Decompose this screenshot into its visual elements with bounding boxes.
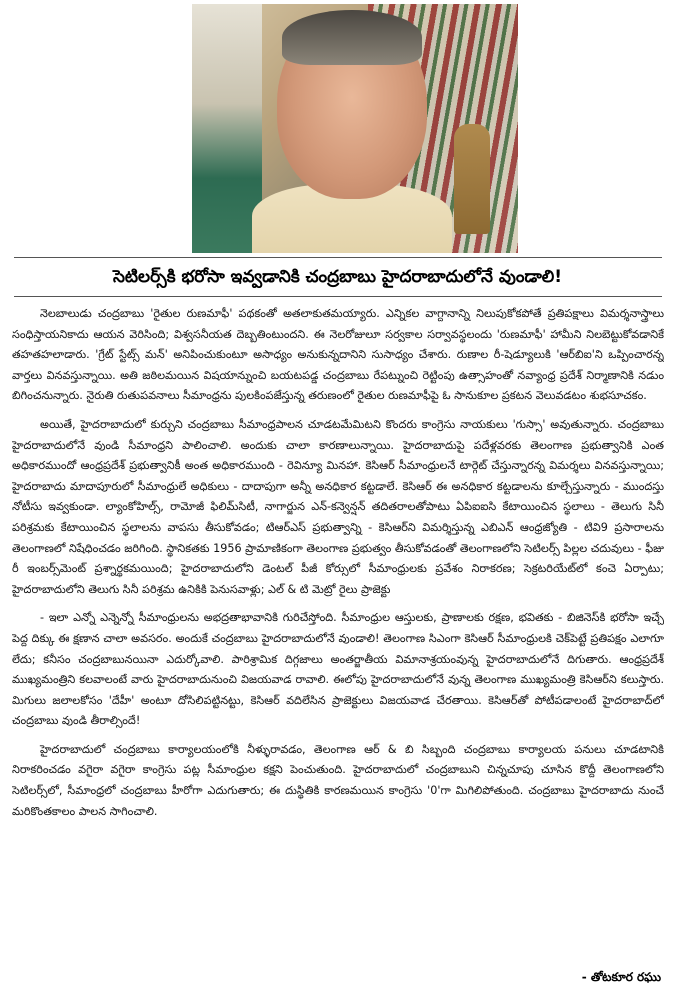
headline-rule-bottom bbox=[14, 296, 662, 297]
article-paragraph: నెలబాలుడు చంద్రబాబు 'రైతుల రుణమాఫీ' పథకంతో అతలాకుతమయ్యారు. ఎన్నికల వాగ్దానాన్ని నిలుపుకోకపోతే ప్రతిపక్షాలు విమర్శనాస్త్రాలు సంధిస్తాయనికాదు ఆయన వెరిసింది; విశ్వసనీయత దెబ్బతింటుందని. ఈ నెలరోజులూ సర్వకాల సర్వావస్థలందు 'రుణమాఫీ' హామీని నిలబెట్టుకోవడానికే తహతహలాడారు. 'గ్రేట్ స్టేట్స్ మన్' అనిపించుకుంటూ అసాధ్యం అనుకున్నదానిని సుసాధ్యం చేశారు. రుణాల రీ-షెడ్యూలుకి 'ఆర్‌బిఐ'ని ఒప్పించారన్న వార్తలు వినవస్తున్నాయి. అతి జఠిలమయిన విషయాన్నుంచి బయటపడ్డ చంద్రబాబు రేపట్నుంచి రెట్టింపు ఉత్సాహంతో నవ్యాంధ్ర ప్రదేశ్ నిర్మాణానికి నడుం బిగించనున్నారు. నైరుతి రుతుపవనాలు సీమాంధ్రను పులకింపజేస్తున్న తరుణంలో రైతుల రుణమాఫీపై ఓ సానుకూల ప్రకటన వెలువడటం శుభసూచకం. bbox=[12, 307, 664, 403]
headline-rule-top bbox=[14, 257, 662, 258]
photo-background-policeman bbox=[454, 124, 490, 234]
article-body bbox=[12, 304, 664, 969]
article-paragraph: అయితే, హైదరాబాదులో కుర్చుని చంద్రబాబు సీమాంధ్రపాలన చూడటమేమిటని కొందరు కాంగ్రెసు నాయకులు 'గుస్సా' అవుతున్నారు. చంద్రబాబు హైదరాబాదులోనే వుండి సీమాంధ్రని పాలించాలి. అందుకు చాలా కారణాలున్నాయి. హైదరాబాదుపై పదేళ్లవరకు తెలంగాణ ప్రభుత్వానికి ఎంత అధికారముందో ఆంధ్రప్రదేశ్ ప్రభుత్వానికీ అంత అధికారముంది - రెవిన్యూ మినహా. కెసిఆర్ సీమాంధ్రులనే టార్గెట్ చేస్తున్నారన్న విమర్శలు వినవస్తున్నాయి; హైదరాబాదు మాదాపూరులో సీమాంధ్రులే అధికులు - దాదాపుగా అన్నీ అనధికార కట్టడాలే. కెసిఆర్ ఈ అనధికార కట్టడాలను కూల్చేస్తున్నారు - ముందస్తు నోటీసు ఇవ్వకుండా. ల్యాంకోహిల్స్, రామోజీ ఫిలిమ్‌సిటీ, నాగార్జున ఎన్-కన్వెన్షన్ తదితరాలతోపాటు ఏపిఐఐసి కేటాయించిన స్థలాలు - తెలుగు సినీ పరిశ్రమకు కేటాయించిన స్థలాలను వాపసు తీసుకోవడం; టిఆర్ఎస్ ప్రభుత్వాన్ని - కెసిఆర్‌ని విమర్శిస్తున్న ఎబిఎన్ ఆంధ్రజ్యోతి - టివి9 ప్రసారాలను తెలంగాణలో నిషేధించడం జరిగింది. స్థానికతకు 1956 ప్రామాణికంగా తెలంగాణ ప్రభుత్వం తీసుకోవడంతో తెలంగాణలోని సెటిలర్స్ పిల్లల చదువులు - ఫీజు రీ ఇంబర్స్‌మెంట్ ప్రశ్నార్థకమయింది; హైదరాబాదులోని డెంటల్ పీజీ కోర్సులో సీమాంధ్రులకు ప్రవేశం నిరాకరణ; సెక్రటరియేట్‌లో కంచె ఏర్పాటు; హైదరాబాదులోని తెలుగు సినీ పరిశ్రమ ఉనికికి పెనుసవాళ్లు; ఎల్ & టి మెట్రో రైలు ప్రాజెక్టు bbox=[12, 417, 664, 596]
article-paragraph: - ఇలా ఎన్నో ఎన్నెన్నో సీమాంధ్రులను అభద్రతాభావానికి గురిచేస్తోంది. సీమాంధ్రుల ఆస్తులకు, ప్రాణాలకు రక్షణ, భవితకు - బిజినెస్‌కి భరోసా ఇచ్చే పెద్ద దిక్కు ఈ క్షణాన చాలా అవసరం. అందుకే చంద్రబాబు హైదరాబాదులోనే వుండాలి! తెలంగాణ సిఎంగా కెసిఆర్ సీమాంధ్రులకి చెక్‌పెట్టే ప్రతిపక్షం ఎలాగూ లేదు; కనీసం చంద్రబాబునయినా ఎదుర్కోవాలి. పారిశ్రామిక దిగ్గజాలు అంతర్జాతీయ విమానాశ్రయంవున్న హైదరాబాదులోనే దిగుతారు. ఆంధ్రప్రదేశ్ ముఖ్యమంత్రిని కలవాలంటే వారు హైదరాబాదునుంచి విజయవాడ రావాలి. ఈలోపు హైదరాబాదులోనే వున్న తెలంగాణ ముఖ్యమంత్రి కెసిఆర్‌ని కలుస్తారు. మిగులు జలాలకోసం 'దేహీ' అంటూ దోసిలిపట్టినట్టు, కెసిఆర్ వదిలేసిన ప్రాజెక్టులు విజయవాడ చేరతాయి. కెసిఆర్‌తో పోటీపడాలంటే హైదరాబాద్‌లో చంద్రబాబు వుండి తీరాల్సిందే! bbox=[12, 611, 664, 728]
article-photo bbox=[192, 4, 518, 253]
photo-subject-hair bbox=[282, 10, 422, 65]
article-headline: సెటిలర్స్‌కి భరోసా ఇవ్వడానికి చంద్రబాబు హైదరాబాదులోనే వుండాలి! bbox=[112, 267, 563, 287]
article-byline: - తోటకూర రఘు bbox=[581, 970, 661, 984]
article-paragraph: హైదరాబాదులో చంద్రబాబు కార్యాలయంలోకి నీళ్ళురావడం, తెలంగాణ ఆర్ & బి సిబ్బంది చంద్రబాబు కార్యాలయ పనులు చూడటానికి నిరాకరించడం వగైరా వగైరా కాంగ్రెసు పట్ల సీమాంధ్రుల కక్షని పెంచుతుంది. హైదరాబాదులో చంద్రబాబుని చిన్నచూపు చూసిన కొద్దీ తెలంగాణలోని సెటిలర్స్‌లో, సీమాంధ్రలో చంద్రబాబు హీరోగా ఎదుగుతారు; ఈ దుస్థితికి కారణమయిన కాంగ్రెసు '0'గా మిగిలిపోతుంది. చంద్రబాబు హైదరాబాదు నుంచే మరికొంతకాలం పాలన సాగించాలి. bbox=[12, 742, 664, 818]
